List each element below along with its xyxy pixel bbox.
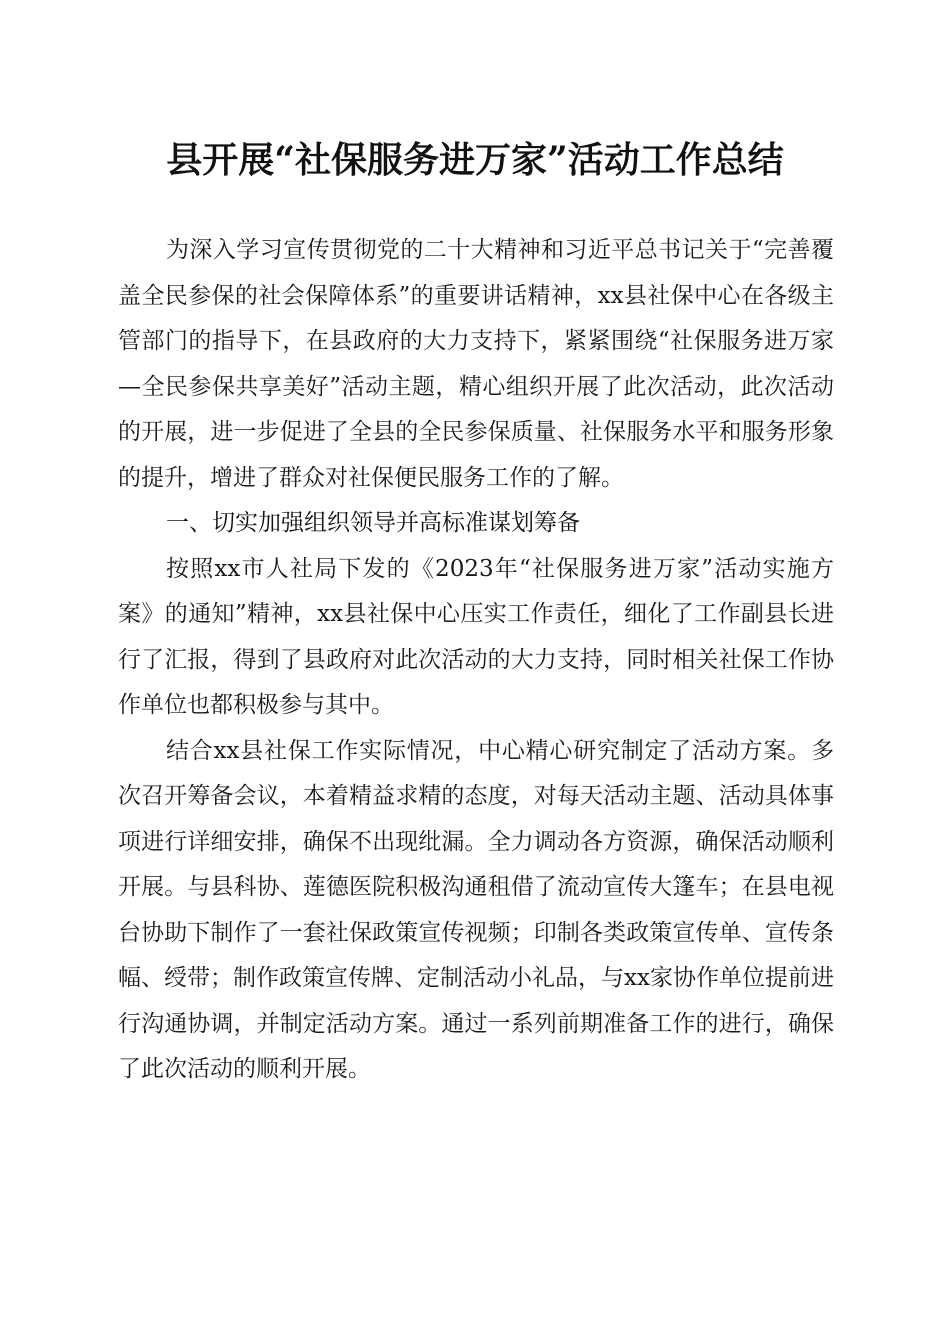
section-heading-1: 一、切实加强组织领导并高标准谋划筹备: [166, 510, 580, 536]
paragraph-intro: 为深入学习宣传贯彻党的二十大精神和习近平总书记关于“完善覆盖全民参保的社会保障体系”的重要讲话精神，xx县社保中心在各级主管部门的指导下，在县政府的大力支持下，紧紧围绕“社保服务进万家—全民参保共享美好”活动主题，精心组织开展了此次活动，此次活动的开展，进一步促进了全县的全民参保质量、社保服务水平和服务形象的提升，增进了群众对社保便民服务工作的了解。: [118, 237, 834, 491]
document-title: 县开展“社保服务进万家”活动工作总结: [166, 139, 784, 181]
paragraph-section1-b: 结合xx县社保工作实际情况，中心精心研究制定了活动方案。多次召开筹备会议，本着精益求精的态度，对每天活动主题、活动具体事项进行详细安排，确保不出现纰漏。全力调动各方资源，确保活动顺利开展。与县科协、莲德医院积极沟通租借了流动宣传大篷车；在县电视台协助下制作了一套社保政策宣传视频；印制各类政策宣传单、宣传条幅、绶带；制作政策宣传牌、定制活动小礼品，与xx家协作单位提前进行沟通协调，并制定活动方案。通过一系列前期准备工作的进行，确保了此次活动的顺利开展。: [118, 737, 834, 1082]
paragraph-section1-a: 按照xx市人社局下发的《2023年“社保服务进万家”活动实施方案》的通知”精神，xx县社保中心压实工作责任，细化了工作副县长进行了汇报，得到了县政府对此次活动的大力支持，同时相关社保工作协作单位也都积极参与其中。: [118, 555, 834, 718]
document-body: [118, 228, 834, 1093]
